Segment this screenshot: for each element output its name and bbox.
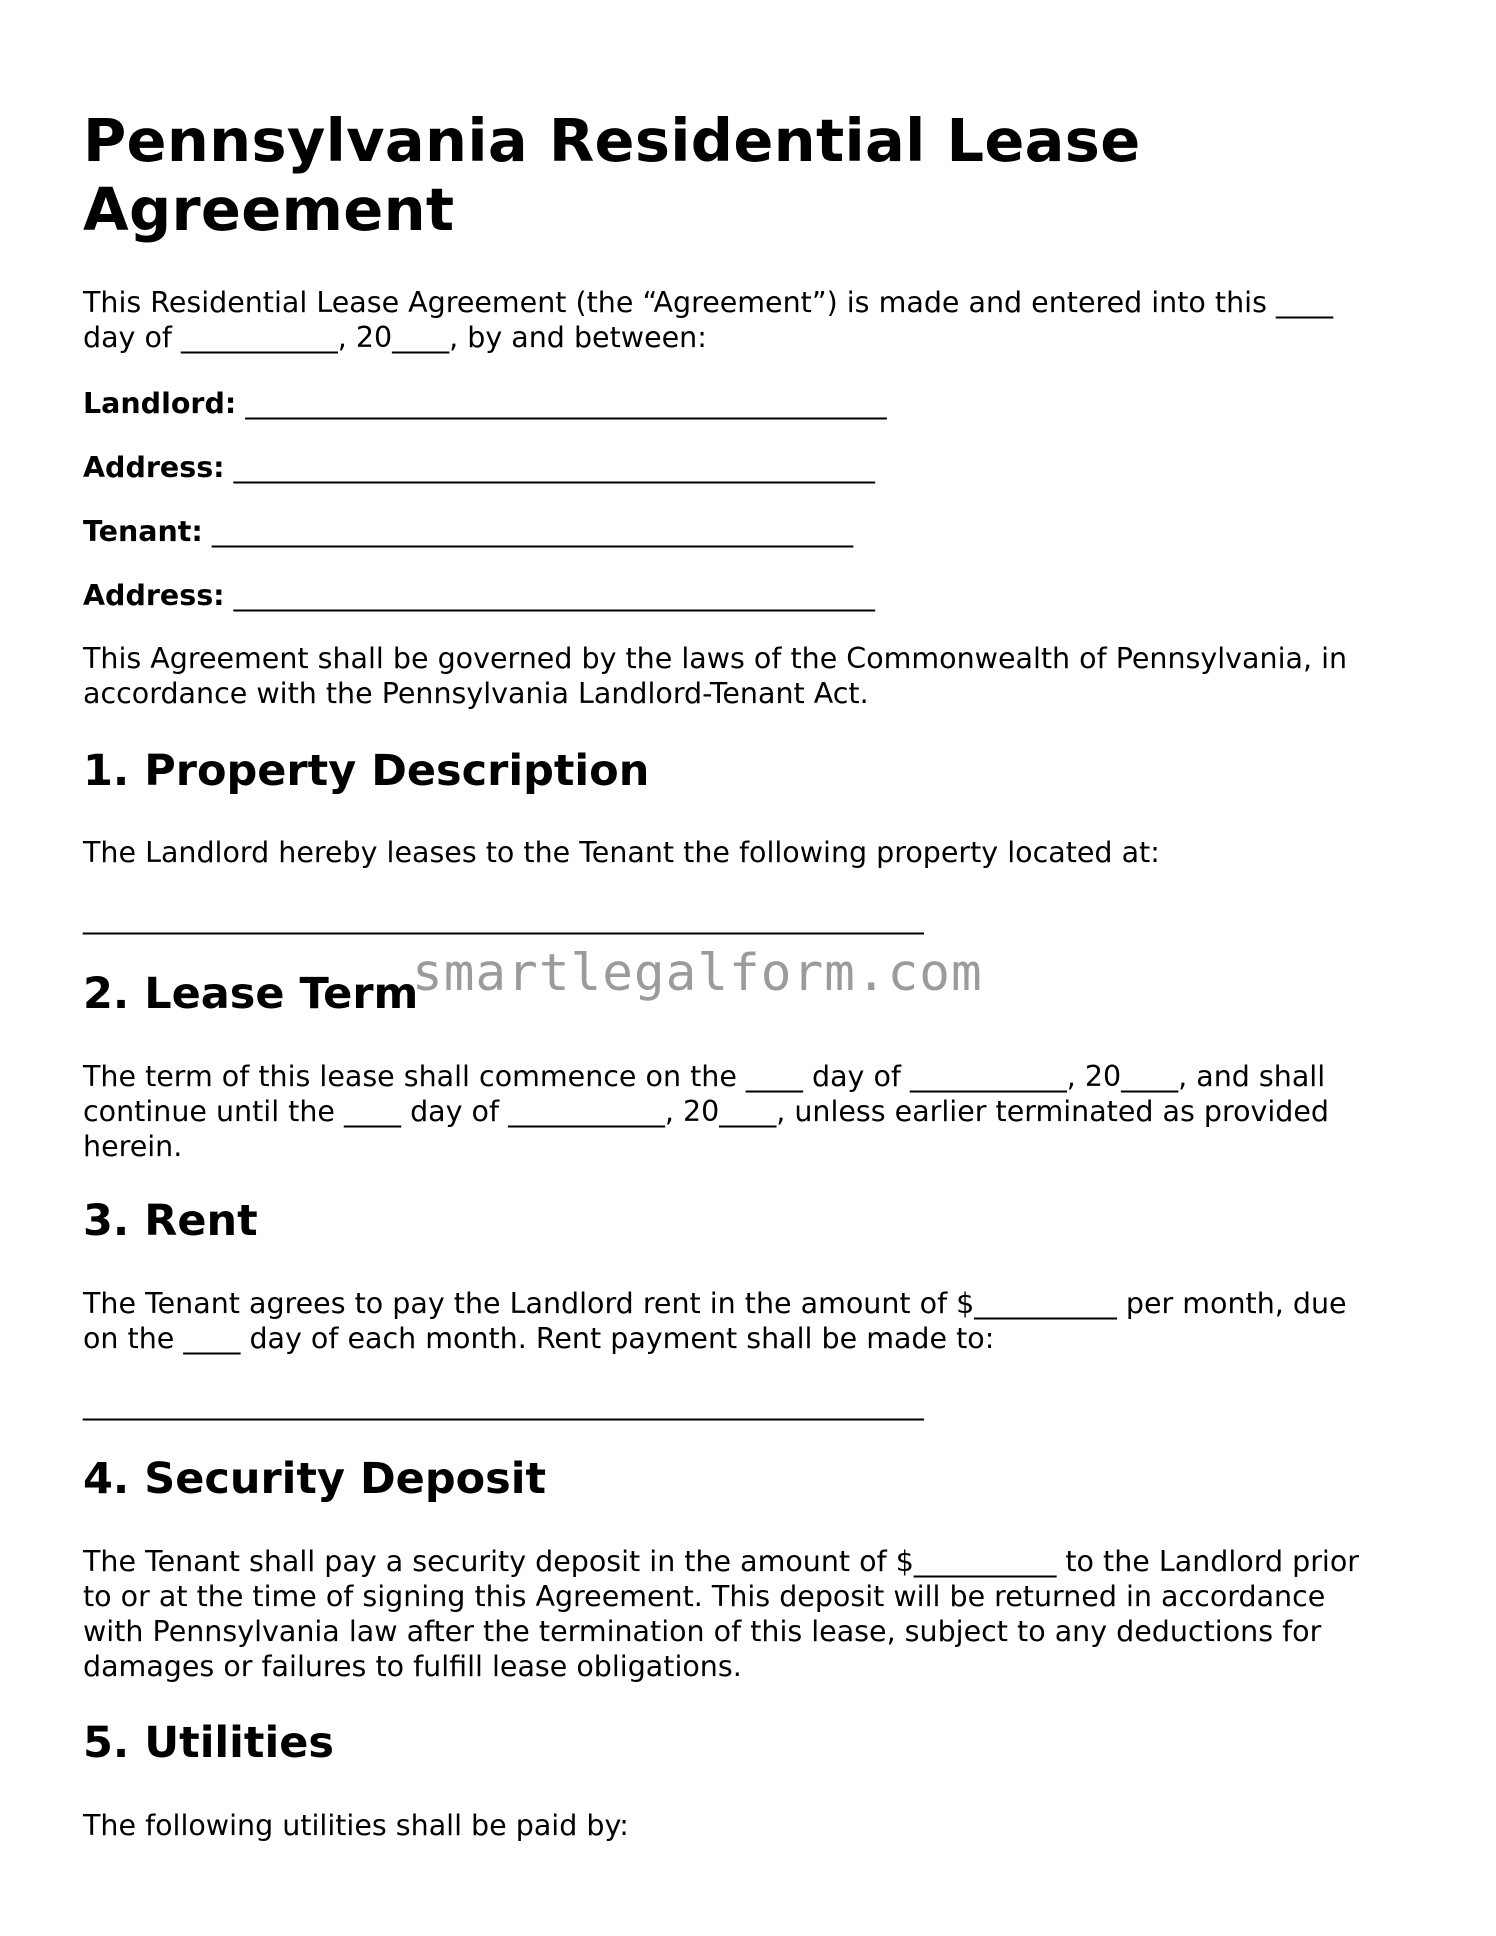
landlord-address-blank[interactable]: _____________________________________________ xyxy=(233,451,875,484)
section-heading-lease-term: 2. Lease Term xyxy=(83,969,419,1019)
rent-paragraph: The Tenant agrees to pay the Landlord rent in the amount of $__________ per month, due on the ____ day of each month. Rent payment shall be made to: xyxy=(83,1287,1347,1355)
watermark-text: smartlegalform.com xyxy=(412,944,983,1003)
section-heading-utilities: 5. Utilities xyxy=(83,1718,334,1768)
tenant-address-field[interactable] xyxy=(83,578,875,613)
tenant-blank[interactable]: _____________________________________________ xyxy=(211,515,854,548)
tenant-label: Tenant: xyxy=(83,515,203,548)
section-heading-property: 1. Property Description xyxy=(83,746,650,796)
section-heading-security-deposit: 4. Security Deposit xyxy=(83,1454,547,1504)
utilities-paragraph: The following utilities shall be paid by: xyxy=(83,1809,629,1842)
intro-paragraph: This Residential Lease Agreement (the “Agreement”) is made and entered into this ____ day of ___________, 20____, by and between: xyxy=(83,286,1333,354)
property-paragraph: The Landlord hereby leases to the Tenant the following property located at: xyxy=(83,836,1160,869)
section-heading-rent: 3. Rent xyxy=(83,1196,258,1246)
page-title: Pennsylvania Residential Lease Agreement xyxy=(83,106,1141,244)
landlord-blank[interactable]: _____________________________________________ xyxy=(245,387,887,420)
landlord-field[interactable] xyxy=(83,386,887,421)
tenant-address-label: Address: xyxy=(83,579,225,612)
lease-term-paragraph: The term of this lease shall commence on the ____ day of ___________, 20____, and shall continue until the ____ day of ___________, 20____, unless earlier terminated as provided herein. xyxy=(83,1060,1330,1163)
landlord-address-field[interactable] xyxy=(83,450,875,485)
landlord-label: Landlord: xyxy=(83,387,237,420)
tenant-address-blank[interactable]: _____________________________________________ xyxy=(233,579,875,612)
tenant-field[interactable] xyxy=(83,514,853,549)
security-deposit-paragraph: The Tenant shall pay a security deposit in the amount of $__________ to the Landlord prior to or at the time of signing this Agreement. This deposit will be returned in accordance with Pennsylvania law after the termination of this lease, subject to any deductions for damages or failures to fulfill lease obligations. xyxy=(83,1545,1359,1683)
landlord-address-label: Address: xyxy=(83,451,225,484)
rent-payee-blank[interactable]: ___________________________________________________________ xyxy=(83,1388,924,1421)
governing-law-paragraph: This Agreement shall be governed by the laws of the Commonwealth of Pennsylvania, in accordance with the Pennsylvania Landlord-Tenant Act. xyxy=(83,642,1348,710)
property-address-blank[interactable]: ___________________________________________________________ xyxy=(83,902,924,935)
